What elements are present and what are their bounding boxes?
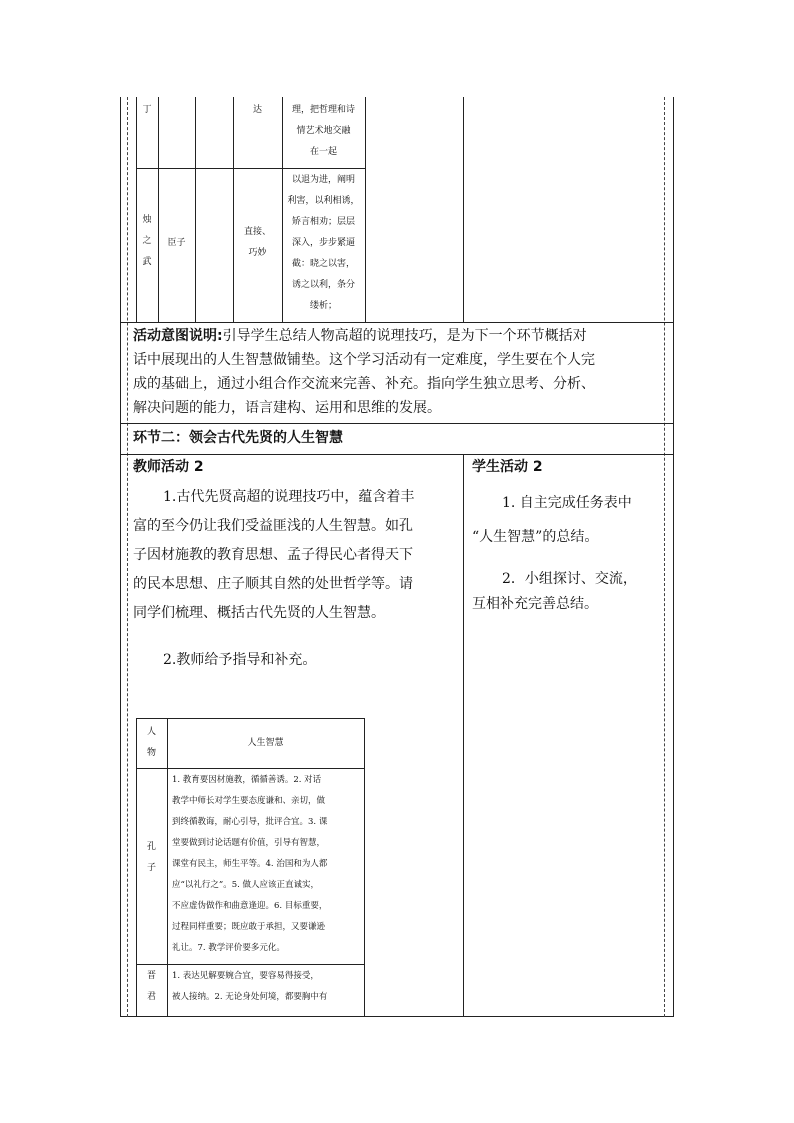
row2-col1: 烛 之 武 [142,215,152,267]
person-jinjun: 晋 君 [146,971,156,1002]
wisdom-jinjun: 1. 表达见解要婉合宜，要容易得接受， 被人接纳。2. 无论身处何境，都要胸中有 [172,971,328,1002]
student-heading: 学生活动 2 [472,459,543,475]
wisdom-kongzi: 1. 教育要因材施教，循循善诱。2. 对话 教学中师长对学生要态度谦和、亲切，做 到终循教诲，耐心引导，批评合宜。3. 课 堂要做到讨论话题有价值，引导有智慧， 课堂有民主，师生平等。4. 治国和为人都 应“以礼行之”。5. 做人应该正直诚实， 不应虚伪做作和曲意逢迎。6. 目标重要， 过程同样重要；既应敢于承担，又要谦逊 礼让。7. 教学评价要多元化。 [172,775,328,953]
row1-col1: 丁 [142,105,152,115]
header-wisdom: 人生智慧 [247,738,284,748]
row2-col2: 臣子 [167,238,186,248]
student-paragraph-2: 2．小组探讨、交流， 互相补充完善总结。 [472,571,637,612]
row1-col4: 达 [252,105,262,115]
row1-col5: 理，把哲理和诗 情艺术地交融 在一起 [291,105,355,157]
person-kongzi: 孔 子 [146,842,156,873]
teacher-paragraph-1: 1.古代先贤高超的说理技巧中，蕴含着丰 富的至今仍让我们受益匪浅的人生智慧。如孔 子因材施教的教育思想、孟子得民心者得天下 的民本思想、庄子顺其自然的处世哲学等。请 同学们梳理、概括古代先贤的人生智慧。 [133,489,415,621]
row2-col5: 以退为进，阐明 利害，以利相诱， 矫言相劝；层层 深入，步步紧逼 截：晓之以害， 诱之以利，条分 缕析； [287,175,360,311]
student-paragraph-1: 1. 自主完成任务表中 “人生智慧”的总结。 [472,495,632,545]
intent-label: 活动意图说明: [133,328,223,344]
teacher-paragraph-2: 2.教师给予指导和补充。 [163,652,317,668]
row2-col4: 直接、 巧妙 [243,227,271,258]
teacher-heading: 教师活动 2 [133,459,204,475]
section-title: 环节二：领会古代先贤的人生智慧 [133,430,343,446]
activity-intent: 活动意图说明:引导学生总结人物高超的说理技巧，是为下一个环节概括对 话中展现出的人生智慧做铺垫。这个学习活动有一定难度，学生要在个人完 成的基础上，通过小组合作交流来完善、补充。指向学生独立思考、分析、 解决问题的能力，语言建构、运用和思维的发展。 [133,328,595,416]
header-person: 人 物 [146,727,156,758]
